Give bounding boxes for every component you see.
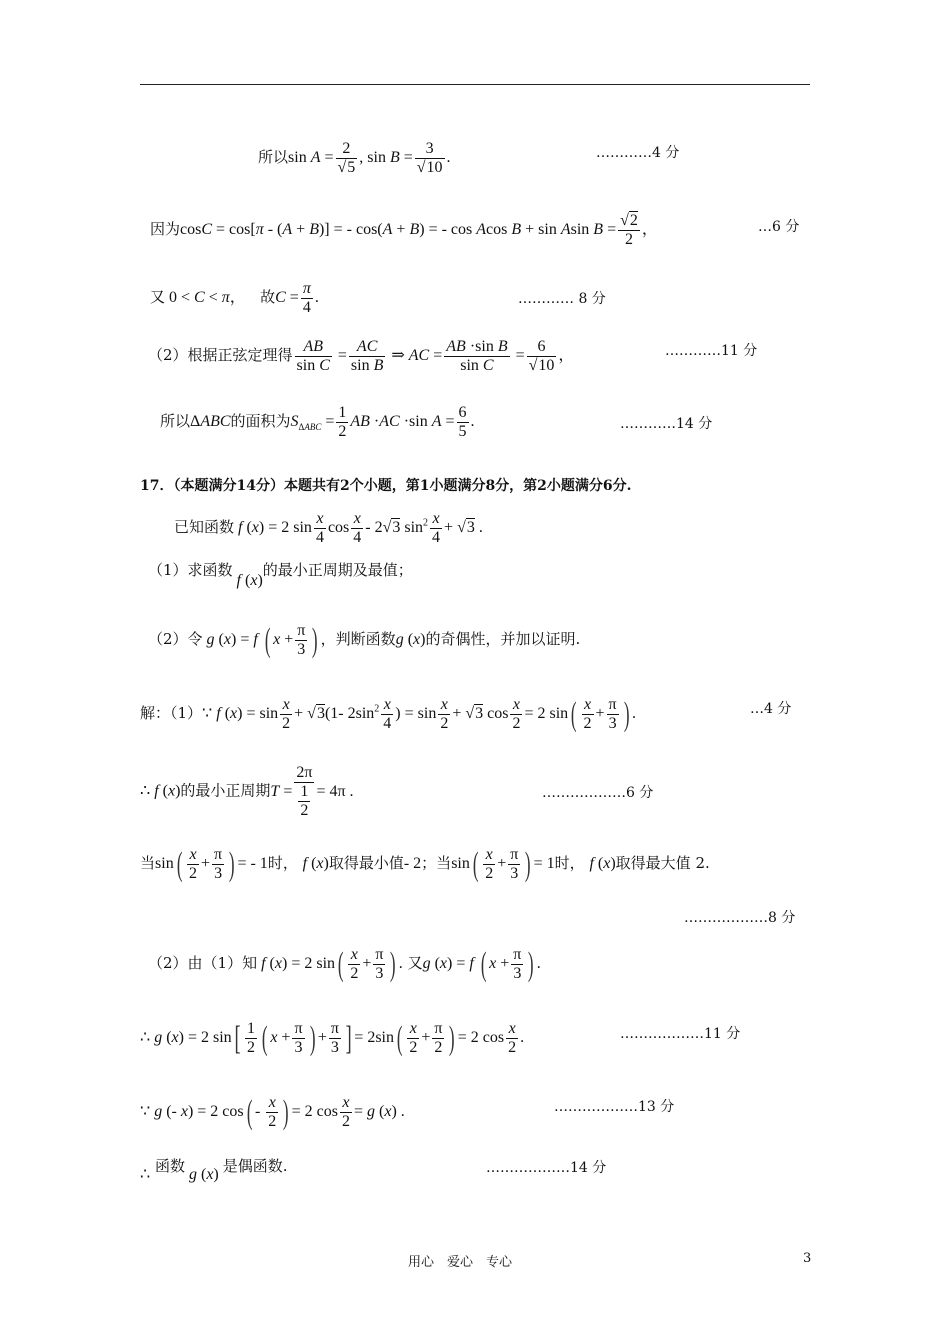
formula: $\frac{AB}{\text{sin C}}$ = $\frac{AC}{\text{sin B}}$ ⇒ AC = $\frac{\text{AB ·sin B}}{\text{sin C}}$ = $\frac{6}{√10}$ ，: [296, 338, 575, 374]
formula: f (x): [236, 572, 263, 589]
text-label: 当: [140, 854, 156, 873]
footer-motto: 用心 爱心 专心: [408, 1255, 513, 1270]
formula: cosC = cos[π - (A + B)] = - cos(A + B) = - cos Acos B + sin Asin B = $\frac{√2}{2}$ ，: [180, 212, 658, 248]
score-mark: …………14 分: [620, 416, 713, 432]
text-label: 又: [407, 954, 423, 973]
score-mark: ………………14 分: [486, 1160, 607, 1176]
page-number: 3: [803, 1251, 812, 1266]
sine-law-line: [148, 338, 574, 375]
score-mark: ………………8 分: [684, 910, 796, 926]
extremes-line: [140, 846, 710, 883]
text-label: 所以: [160, 412, 191, 431]
formula: C = $\frac{\pi}{4}$ .: [275, 280, 319, 316]
given-function-line: [174, 510, 483, 547]
formula: sin A = $\frac{2}{√5}$ , sin B = $\frac{3}{√10}$ .: [288, 140, 451, 176]
formula: ∴: [140, 1166, 151, 1183]
text-label: 的最小正周期及最值；: [262, 561, 413, 579]
formula: 0 < C < π，: [165, 289, 246, 307]
g-derivation-line: [140, 1020, 524, 1057]
score-mark: …4 分: [750, 701, 792, 717]
part2-line: [148, 622, 580, 659]
angle-c-line: [150, 280, 319, 317]
text-label: 解：（1）: [140, 704, 203, 723]
header-rule: [140, 84, 810, 85]
text-label: 又: [150, 288, 166, 307]
solution-2-line: [148, 946, 541, 983]
formula: f (x) = 2 sin $\frac{x}{4}$ cos $\frac{x}{4}$ - 2√3 $\sin^2$ $\frac{x}{4}$ + √3 .: [238, 510, 483, 546]
text-label: ，判断函数: [320, 630, 396, 649]
text-label: ；当: [421, 854, 452, 873]
text-label: 故: [260, 288, 276, 307]
formula: ∵ f (x) = sin $\frac{x}{2}$ + √3(1- $2\sin^2$ $\frac{x}{4}$ ) = sin $\frac{x}{2}$ + √3 cos $\frac{x}{2}$ = 2 sin( $\frac{x}{2}$ + $\frac{\pi}{3}$ ) .: [202, 695, 636, 733]
formula: ΔABC: [190, 413, 231, 431]
period-line: [140, 764, 354, 820]
text-label: 时，: [267, 854, 298, 873]
formula: T = $\frac{2\pi}{\frac{1}{2}}$ = 4π .: [270, 764, 354, 819]
formula: g (x) = f ( x + $\frac{\pi}{3}$ ): [206, 621, 318, 659]
formula: f (x): [302, 855, 329, 873]
text-label: 的面积为: [230, 412, 291, 431]
text-label: 所以: [258, 148, 289, 167]
text-label: 取得最小值: [328, 854, 404, 873]
text-label: 函数: [154, 1157, 185, 1175]
score-mark: ………………6 分: [542, 785, 654, 801]
part1-line: [148, 560, 413, 589]
solution-1-line: [140, 696, 636, 733]
formula: f (x) = 2 sin( $\frac{x}{2}$ + $\frac{\pi}{3}$ ) .: [261, 945, 403, 983]
text-label: 是偶函数.: [222, 1157, 288, 1175]
score-mark: ………………13 分: [554, 1099, 675, 1115]
formula: ∴ f (x): [140, 782, 181, 800]
text-label: （2）由（1）知: [148, 954, 258, 973]
text-label: 的最小正周期: [180, 781, 271, 800]
score-mark: ………… 8 分: [518, 291, 606, 307]
text-label: 取得最大值 2.: [615, 854, 710, 873]
score-mark: …………4 分: [596, 145, 680, 161]
question-17-title: 17．（本题满分14分）本题共有2个小题，第1小题满分8分，第2小题满分6分.: [140, 478, 632, 494]
formula: g (x): [395, 631, 426, 649]
formula: sin( $\frac{x}{2}$ + $\frac{\pi}{3}$ ) = - 1: [155, 845, 268, 883]
text-label: （1）求函数: [148, 561, 233, 579]
text-label: 时，: [554, 854, 585, 873]
formula: f (x): [589, 855, 616, 873]
formula: ∵ g (- x) = 2 cos( - $\frac{x}{2}$ ) = 2 cos $\frac{x}{2}$ = g (x) .: [140, 1093, 405, 1131]
conclusion-line: [140, 1156, 288, 1183]
score-mark: ………………11 分: [620, 1026, 741, 1042]
even-check-line: [140, 1094, 405, 1131]
text-label: （2）根据正弦定理得: [148, 346, 293, 365]
formula: $S_{\Delta ABC}$ = $\frac{1}{2}$ AB ·AC ·sin A = $\frac{6}{5}$ .: [290, 404, 475, 440]
formula: ∴ g (x) = 2 sin[ $\frac{1}{2}$ ( x + $\frac{\pi}{3}$ ) + $\frac{\pi}{3}$ ] = 2sin( $\frac{x}{2}$ + $\frac{\pi}{2}$ ) = 2 cos $\frac{x}{2}$ .: [140, 1019, 525, 1057]
cos-c-line: [150, 212, 658, 249]
score-mark: …………11 分: [665, 343, 758, 359]
formula: sin( $\frac{x}{2}$ + $\frac{\pi}{3}$ ) = 1: [451, 845, 555, 883]
formula: g (x) = f ( x + $\frac{\pi}{3}$ ) .: [422, 945, 541, 983]
sin-values-line: [258, 140, 451, 177]
text-label: （2）令: [148, 630, 203, 649]
area-line: [160, 404, 475, 441]
formula: g (x): [188, 1166, 223, 1183]
min-value: - 2: [403, 855, 422, 873]
text-label: 已知函数: [174, 518, 235, 537]
text-label: 因为: [150, 220, 181, 239]
text-label: 的奇偶性，并加以证明.: [425, 630, 581, 649]
score-mark: …6 分: [758, 219, 800, 235]
